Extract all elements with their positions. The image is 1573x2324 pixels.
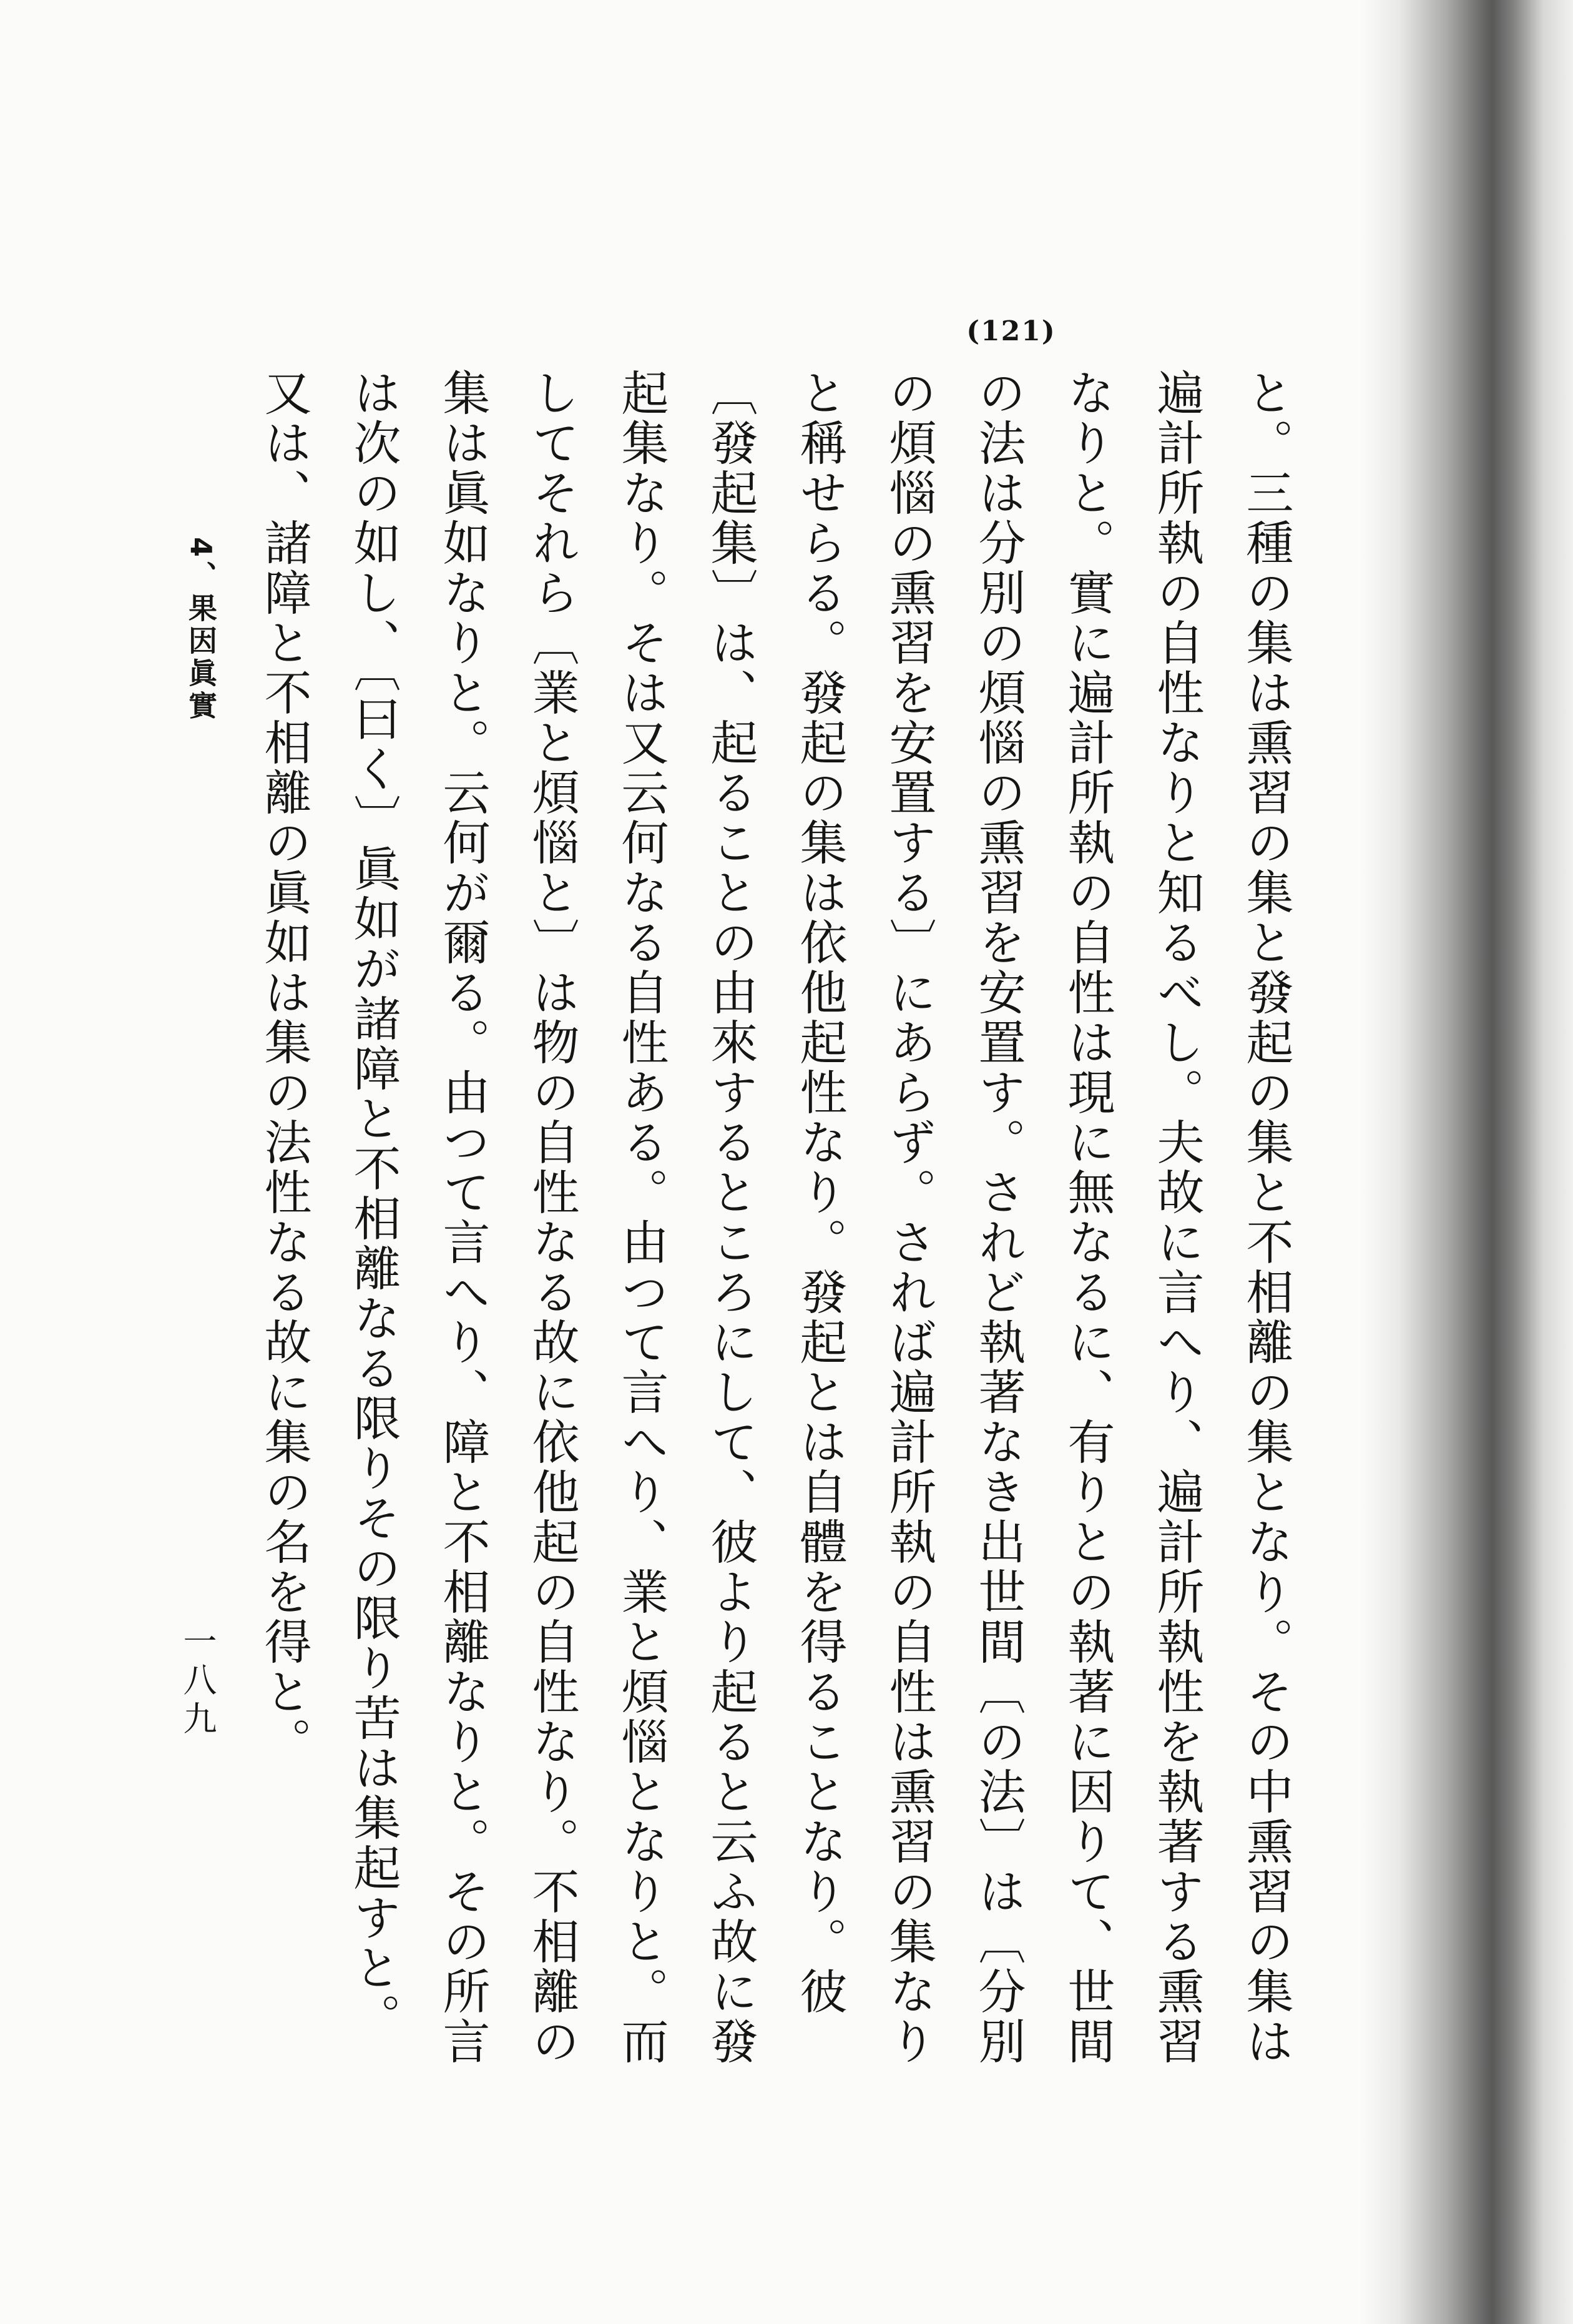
scan-edge-shadow xyxy=(1361,0,1573,2324)
paragraph-1: と。三種の集は熏習の集と發起の集と不相離の集となり。その中熏習の集は遍計所執の自性なりと知るべし。夫故に言へり、遍計所執性を執著する熏習なりと。實に遍計所執の自性は現に無なるに、有りとの執著に因りて、世間の法は分別の煩惱の熏習を安置す。されど執著なき出世間〔の法〕は〔分別の煩惱の熏習を安置する〕にあらず。されば遍計所執の自性は熏習の集なりと稱せらる。發起の集は依他起性なり。發起とは自體を得ることなり。彼〔發起集〕は、起ることの由來するところにして、彼より起ると云ふ故に發起集なり。そは又云何なる自性ある。由つて言へり、業と煩惱となりと。而してそれら〔業と煩惱と〕は物の自性なる故に依他起の自性なり。不相離の集は眞如なりと。云何が爾る。由つて言へり、障と不相離なりと。その所言は次の如し、〔曰く〕眞如が諸障と不相離なる限りその限り苦は集起すと。又は、諸障と不相離の眞如は集の法性なる故に集の名を得と。 xyxy=(257,368,1294,2067)
page-number-kanji: 一八九 xyxy=(178,1623,217,1740)
page-header-number: (121) xyxy=(966,315,1056,347)
vertical-body-text xyxy=(237,368,1311,2067)
paragraph-2 xyxy=(237,368,240,2067)
section-heading: 4、果因眞實 xyxy=(184,537,218,724)
